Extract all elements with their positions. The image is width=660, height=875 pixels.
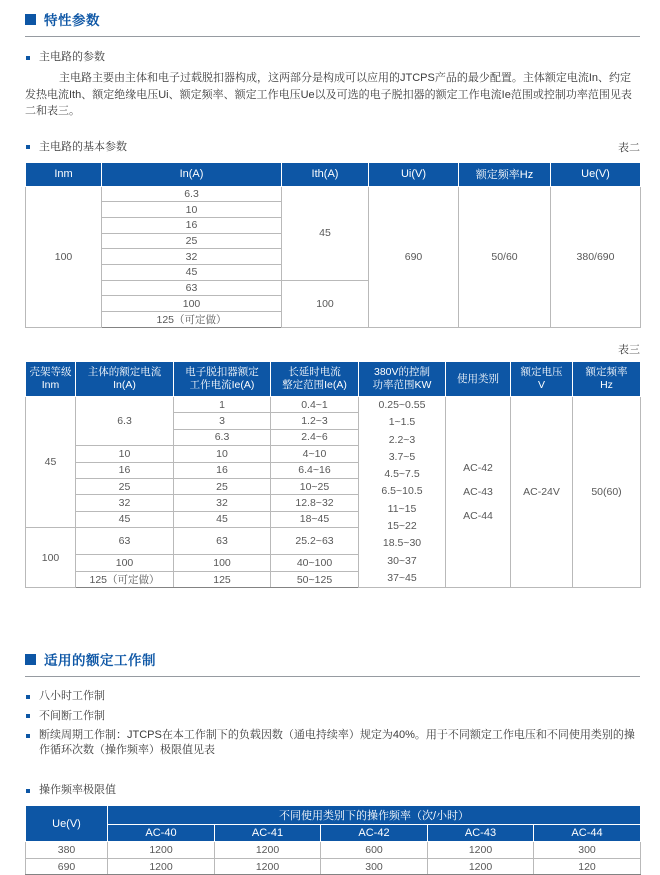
table3-range-value: 50~125 (271, 571, 359, 587)
intro-bullet-label: 主电路的参数 (39, 51, 105, 63)
table4-header-ac42: AC-42 (321, 825, 428, 842)
table4-header-ac44: AC-44 (534, 825, 641, 842)
table-row (26, 186, 641, 202)
table4-freq-value: 1200 (108, 842, 215, 859)
table3-range-value: 6.4~16 (271, 462, 359, 478)
table3-tag-row (25, 340, 640, 358)
table-row (26, 858, 641, 875)
table3-ie-value: 3 (174, 413, 271, 429)
section-square-icon (25, 14, 36, 25)
table3-frame-45: 45 (26, 397, 76, 528)
table4-freq-value: 120 (534, 858, 641, 875)
table3-range-value: 1.2~3 (271, 413, 359, 429)
table3-in-value: 25 (76, 478, 174, 494)
section-header-params (25, 9, 640, 29)
table3-range-value: 18~45 (271, 511, 359, 527)
section-title-params: 特性参数 (44, 13, 100, 28)
table4-header-ac40: AC-40 (108, 825, 215, 842)
table2-label (25, 140, 127, 155)
table3-range-value: 10~25 (271, 478, 359, 494)
table2-header-ith: Ith(A) (282, 162, 369, 186)
table3-in-value: 100 (76, 555, 174, 571)
table4-ue-value: 690 (26, 858, 108, 875)
table2-header-in: In(A) (102, 162, 282, 186)
table3-range-value: 4~10 (271, 446, 359, 462)
table4-freq-value: 300 (321, 858, 428, 875)
table4-header-row-2 (26, 825, 641, 842)
table2-in-value: 25 (102, 233, 282, 249)
table3-header-row (26, 362, 641, 397)
table3-category-cell: AC-42 AC-43 AC-44 (446, 397, 511, 588)
table2-ith-45: 45 (282, 186, 369, 280)
table2-ue-value: 380/690 (551, 186, 641, 328)
table2-tag: 表二 (618, 141, 640, 154)
bullet-dot-icon (26, 145, 30, 149)
table3-ie-value: 10 (174, 446, 271, 462)
bullet-dot-icon (26, 56, 30, 60)
table2-header-ue: Ue(V) (551, 162, 641, 186)
bullet-dot-icon (26, 695, 30, 699)
duty-bullet-3-text: 断续周期工作制：JTCPS在本工作制下的负载因数（通电持续率）规定为40%。用于不同额定工作电压和不同使用类别的操作循环次数（操作频率）极限值见表 (39, 729, 635, 757)
table3-tag: 表三 (618, 344, 640, 356)
table4-label-text: 操作频率极限值 (39, 784, 116, 797)
table3-range-value: 0.4~1 (271, 397, 359, 413)
duty-bullet-2-text: 不间断工作制 (39, 709, 105, 722)
table3-ie-value: 63 (174, 528, 271, 555)
duty-bullet-1 (25, 689, 640, 704)
intro-bullet-row (25, 50, 640, 65)
table4-freq-value: 600 (321, 842, 428, 859)
bullet-dot-icon (26, 714, 30, 718)
table3-voltage-value: AC-24V (511, 397, 573, 588)
table4-label-row (25, 783, 640, 798)
table3-header-category: 使用类别 (446, 362, 511, 397)
table3-in-value: 6.3 (76, 397, 174, 446)
duty-bullet-3 (25, 728, 640, 758)
table2-ith-100: 100 (282, 280, 369, 327)
table2-label-row (25, 139, 640, 155)
table3-kw-cell: 0.25~0.55 1~1.5 2.2~3 3.7~5 4.5~7.5 6.5~10.5 11~15 15~22 18.5~30 30~37 37~45 (359, 397, 446, 588)
table3-ie-value: 6.3 (174, 429, 271, 445)
table3-in-value: 32 (76, 495, 174, 511)
table3-in-value: 63 (76, 528, 174, 555)
table3-range-value: 12.8~32 (271, 495, 359, 511)
table3-header-in: 主体的额定电流 In(A) (76, 362, 174, 397)
table3-range-value: 2.4~6 (271, 429, 359, 445)
table3-ie-value: 1 (174, 397, 271, 413)
table4-freq-value: 1200 (428, 858, 534, 875)
intro-paragraph: 主电路主要由主体和电子过载脱扣器构成，这两部分是构成可以应用的JTCPS产品的最少配置。主体额定电流In、约定发热电流Ith、额定绝缘电压Ui、额定频率、额定工作电压Ue以及可选的电子脱扣器的额定工作电流Ie范围或控制功率范围见表二和表三。 (25, 72, 632, 117)
table3-header-frame: 壳架等级 Inm (26, 362, 76, 397)
table2-in-value: 10 (102, 202, 282, 218)
table4-header-group: 不同使用类别下的操作频率（次/小时） (108, 806, 641, 825)
table4-header-ac41: AC-41 (215, 825, 321, 842)
table4-freq-value: 1200 (428, 842, 534, 859)
section-divider (25, 676, 640, 677)
table3-ie-value: 45 (174, 511, 271, 527)
table4-freq-value: 1200 (215, 842, 321, 859)
table-basic-params (25, 162, 641, 329)
table3-in-value: 10 (76, 446, 174, 462)
table4-freq-value: 300 (534, 842, 641, 859)
table2-freq-value: 50/60 (459, 186, 551, 328)
table2-header-freq: 额定频率Hz (459, 162, 551, 186)
table3-in-value: 16 (76, 462, 174, 478)
table2-header-row (26, 162, 641, 186)
table3-header-freq: 额定频率 Hz (573, 362, 641, 397)
table3-header-kw: 380V的控制 功率范围KW (359, 362, 446, 397)
table4-header-row-1 (26, 806, 641, 825)
table2-inm-value: 100 (26, 186, 102, 328)
table2-in-value: 16 (102, 217, 282, 233)
table4-header-ac43: AC-43 (428, 825, 534, 842)
table2-in-value: 45 (102, 264, 282, 280)
table3-ie-value: 100 (174, 555, 271, 571)
table4-header-ue: Ue(V) (26, 806, 108, 842)
table3-header-ie: 电子脱扣器额定 工作电流Ie(A) (174, 362, 271, 397)
duty-bullet-1-text: 八小时工作制 (39, 690, 105, 703)
section-title-duty: 适用的额定工作制 (44, 653, 156, 669)
table-trip-unit-params (25, 361, 641, 588)
table3-header-range: 长延时电流 整定范围Ie(A) (271, 362, 359, 397)
table4-freq-value: 1200 (108, 858, 215, 875)
table2-in-value: 6.3 (102, 186, 282, 202)
table-operation-frequency (25, 805, 641, 875)
table3-frame-100: 100 (26, 528, 76, 588)
table2-in-value: 100 (102, 296, 282, 312)
table3-header-voltage: 额定电压 V (511, 362, 573, 397)
table3-range-value: 25.2~63 (271, 528, 359, 555)
section-header-duty (25, 649, 640, 669)
table2-ui-value: 690 (369, 186, 459, 328)
table3-in-value: 125（可定做） (76, 571, 174, 587)
bullet-dot-icon (26, 734, 30, 738)
table-row (26, 842, 641, 859)
section-divider (25, 36, 640, 37)
table3-ie-value: 25 (174, 478, 271, 494)
table2-label-text: 主电路的基本参数 (39, 140, 127, 153)
table3-ie-value: 16 (174, 462, 271, 478)
table2-in-value: 63 (102, 280, 282, 296)
table3-freq-value: 50(60) (573, 397, 641, 588)
table3-ie-value: 125 (174, 571, 271, 587)
bullet-dot-icon (26, 789, 30, 793)
table3-in-value: 45 (76, 511, 174, 527)
duty-bullet-list (25, 689, 640, 758)
table2-in-value: 125（可定做） (102, 312, 282, 328)
table4-freq-value: 1200 (215, 858, 321, 875)
table3-ie-value: 32 (174, 495, 271, 511)
table3-range-value: 40~100 (271, 555, 359, 571)
section-square-icon (25, 654, 36, 665)
table2-header-inm: Inm (26, 162, 102, 186)
table2-in-value: 32 (102, 249, 282, 265)
table2-header-ui: Ui(V) (369, 162, 459, 186)
table-row (26, 397, 641, 413)
duty-bullet-2 (25, 709, 640, 724)
table4-ue-value: 380 (26, 842, 108, 859)
